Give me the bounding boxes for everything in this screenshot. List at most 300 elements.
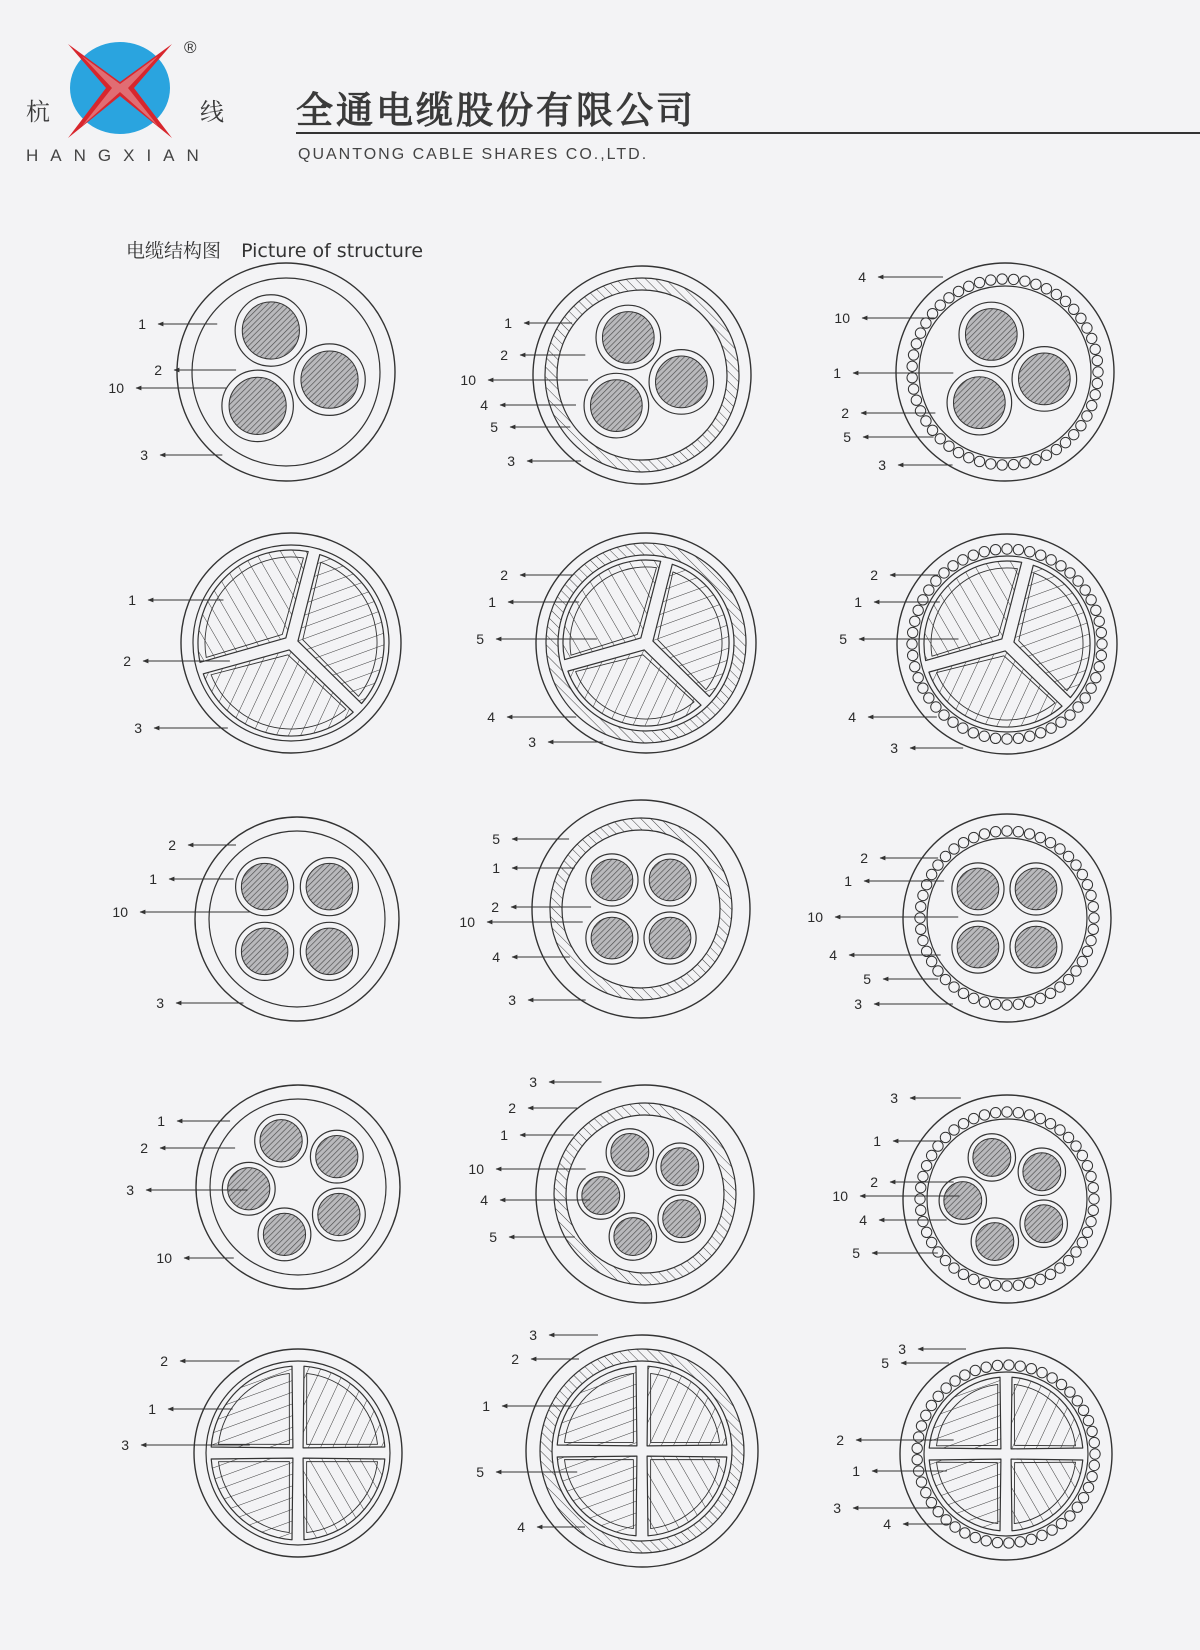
armor-wire (1056, 1518, 1066, 1528)
armor-wire (1082, 1161, 1092, 1171)
armor-wire (979, 1110, 989, 1120)
conductor (656, 356, 708, 408)
armor-wire (1025, 547, 1035, 557)
armor-wire (1002, 1281, 1012, 1291)
callout-label: 3 (126, 1182, 134, 1198)
callout-label: 3 (528, 734, 536, 750)
armor-wire (1024, 829, 1034, 839)
armor-wire (950, 1522, 960, 1532)
inner-sheath (206, 1361, 390, 1545)
conductor (976, 1223, 1014, 1261)
armor-wire (949, 982, 959, 992)
sector-conductor (647, 1366, 727, 1446)
callout-label: 5 (490, 419, 498, 435)
company-name-cn: 全通电缆股份有限公司 (296, 89, 696, 132)
armor-wire (1015, 1537, 1025, 1547)
armor-wire (979, 547, 989, 557)
armor-wire (1035, 1274, 1045, 1284)
armor-wire (1077, 1237, 1087, 1247)
armor-wire (927, 308, 937, 318)
armor-wire (1004, 1360, 1014, 1370)
armor-wire (1073, 702, 1083, 712)
callout-label: 1 (128, 592, 136, 608)
armor-wire (990, 1280, 1000, 1290)
armor-wire (1089, 1194, 1099, 1204)
armor-wire (1020, 276, 1030, 286)
conductor (1025, 1205, 1063, 1243)
armor-wire (968, 728, 978, 738)
armor-wire (1086, 935, 1096, 945)
sector-conductor (198, 550, 308, 662)
armor-wire (1083, 1482, 1093, 1492)
armor-wire (935, 300, 945, 310)
callout-label: 1 (488, 594, 496, 610)
armor-wire (931, 576, 941, 586)
callout-label: 1 (844, 873, 852, 889)
armor-wire (921, 1410, 931, 1420)
armor-wire (1013, 999, 1023, 1009)
armor-wire (992, 1537, 1002, 1547)
armor-wire (1063, 1255, 1073, 1265)
armor-wire (1046, 555, 1056, 565)
armor-wire (1008, 459, 1018, 469)
armor-wire (1051, 289, 1061, 299)
armor-wire (1013, 544, 1023, 554)
armor-wire (1037, 1530, 1047, 1540)
armor-wire (918, 890, 928, 900)
armor-wire (1080, 585, 1090, 595)
armor-wire (1055, 982, 1065, 992)
company-name-en: QUANTONG CABLE SHARES CO.,LTD. (298, 146, 649, 163)
callout-label: 2 (870, 567, 878, 583)
callout-label: 5 (476, 1464, 484, 1480)
armor-wire (1035, 728, 1045, 738)
armor-wire (939, 568, 949, 578)
sector-conductor (211, 1366, 293, 1448)
cable-diagram-r3c1 (112, 817, 399, 1021)
armor-wire (1055, 1263, 1065, 1273)
armor-wire (969, 993, 979, 1003)
armor-wire (1071, 1141, 1081, 1151)
armor-wire (931, 702, 941, 712)
armor-wire (1063, 1132, 1073, 1142)
outer-sheath (903, 814, 1111, 1022)
armor-wire (1056, 561, 1066, 571)
armor-wire (1063, 974, 1073, 984)
armor-wire (926, 1400, 936, 1410)
armor-wire (916, 924, 926, 934)
armor-wire (916, 1421, 926, 1431)
callout-label: 4 (487, 709, 495, 725)
callout-label: 3 (529, 1074, 537, 1090)
armor-wire (1086, 595, 1096, 605)
armor-wire (1045, 837, 1055, 847)
conductor (944, 1182, 982, 1220)
armor-wire (1015, 1361, 1025, 1371)
callout-label: 3 (507, 453, 515, 469)
armor-wire (1035, 1113, 1045, 1123)
callout-label: 10 (468, 1161, 484, 1177)
armor-wire (1045, 988, 1055, 998)
callout-label: 4 (883, 1516, 891, 1532)
armor-wire (939, 710, 949, 720)
callout-label: 3 (529, 1327, 537, 1343)
callout-label: 1 (482, 1398, 490, 1414)
armor-wire (1082, 946, 1092, 956)
armor-wire (918, 595, 928, 605)
armor-wire (921, 1161, 931, 1171)
armor-wire (1065, 1511, 1075, 1521)
sector-conductor (929, 1459, 1001, 1531)
armor-wire (921, 416, 931, 426)
armor-wire (912, 1455, 922, 1465)
armor-wire (960, 1528, 970, 1538)
armor-wire (944, 293, 954, 303)
armor-wire (915, 913, 925, 923)
armor-wire (1008, 274, 1018, 284)
armor-wire (1035, 832, 1045, 842)
armor-wire (926, 869, 936, 879)
callout-label: 5 (839, 631, 847, 647)
armor-wire (990, 733, 1000, 743)
conductor (301, 351, 358, 408)
callout-label: 5 (852, 1245, 860, 1261)
armor-wire (933, 1141, 943, 1151)
conductor (611, 1133, 649, 1171)
armor-wire (1073, 576, 1083, 586)
armor-wire (1086, 890, 1096, 900)
conductor (229, 377, 286, 434)
conductor (957, 926, 999, 968)
armor-wire (935, 434, 945, 444)
callout-label: 3 (121, 1437, 129, 1453)
conductor (242, 302, 299, 359)
callout-label: 10 (807, 909, 823, 925)
armor-wire (1082, 323, 1092, 333)
armor-wire (940, 851, 950, 861)
armor-wire (1047, 1373, 1057, 1383)
armor-wire (1045, 1118, 1055, 1128)
armor-wire (916, 1205, 926, 1215)
cable-diagram-r3c3 (807, 814, 1111, 1022)
conductor (649, 917, 691, 959)
armor-wire (1089, 913, 1099, 923)
section-title-cn: 电缆结构图 (126, 240, 222, 262)
armor-wire (948, 717, 958, 727)
conductor (663, 1200, 701, 1238)
armor-wire (1024, 1278, 1034, 1288)
callout-label: 1 (852, 1463, 860, 1479)
armor-wire (1087, 1471, 1097, 1481)
armor-wire (1020, 458, 1030, 468)
armor-wire (1087, 333, 1097, 343)
armor-wire (986, 459, 996, 469)
cable-diagram-r4c1 (126, 1085, 400, 1289)
armor-wire (990, 999, 1000, 1009)
armor-wire (1065, 710, 1075, 720)
armor-wire (979, 1278, 989, 1288)
armor-wire (916, 901, 926, 911)
armor-wire (907, 639, 917, 649)
armor-wire (1026, 1363, 1036, 1373)
armor-wire (1026, 1534, 1036, 1544)
conductor (263, 1213, 305, 1255)
armor-wire (1069, 429, 1079, 439)
armor-wire (969, 832, 979, 842)
conductor (582, 1177, 620, 1215)
armor-wire (944, 441, 954, 451)
cable-diagram-r2c1 (123, 533, 401, 753)
armor-wire (1037, 1367, 1047, 1377)
sector-conductor (557, 1456, 637, 1536)
outer-sheath (195, 817, 399, 1021)
outer-sheath (900, 1348, 1112, 1560)
armor-wire (926, 1497, 936, 1507)
armor-wire (1096, 650, 1106, 660)
callout-label: 10 (156, 1250, 172, 1266)
armor-wire (1041, 284, 1051, 294)
callout-label: 4 (480, 1192, 488, 1208)
armor-wire (1086, 683, 1096, 693)
armor-wire (1035, 993, 1045, 1003)
armor-wire (1078, 1405, 1088, 1415)
conductor (661, 1148, 699, 1186)
conductor (965, 309, 1017, 361)
armor-wire (1060, 437, 1070, 447)
armor-wire (1041, 450, 1051, 460)
armor-wire (915, 406, 925, 416)
callout-label: 3 (890, 740, 898, 756)
armor-wire (941, 1383, 951, 1393)
conductor (1015, 926, 1057, 968)
callout-label: 1 (149, 871, 157, 887)
cable-diagram-r2c3 (839, 534, 1117, 756)
cable-diagram-r5c3 (833, 1341, 1112, 1560)
armor-wire (1089, 1460, 1099, 1470)
armor-wire (926, 956, 936, 966)
armor-wire (940, 1132, 950, 1142)
armor-wire (1051, 444, 1061, 454)
armor-wire (918, 935, 928, 945)
armor-wire (992, 1360, 1002, 1370)
cable-diagram-r1c1 (108, 263, 395, 481)
armor-wire (921, 1487, 931, 1497)
armor-wire (1094, 662, 1104, 672)
armor-wire (1055, 1125, 1065, 1135)
armor-wire (1087, 400, 1097, 410)
sector-conductor (303, 1366, 385, 1448)
armor-wire (907, 373, 917, 383)
armor-wire (918, 1171, 928, 1181)
armor-wire (1013, 733, 1023, 743)
callout-label: 10 (108, 380, 124, 396)
cable-diagram-r5c1 (121, 1349, 402, 1557)
armor-wire (958, 723, 968, 733)
conductor (591, 917, 633, 959)
conductor (306, 928, 352, 974)
armor-wire (950, 1376, 960, 1386)
armor-wire (1076, 421, 1086, 431)
armor-wire (924, 585, 934, 595)
callout-label: 2 (500, 347, 508, 363)
conductor (591, 380, 643, 432)
armor-wire (1077, 956, 1087, 966)
armor-wire (915, 328, 925, 338)
cable-diagram-r1c2 (460, 266, 751, 484)
inner-sheath (924, 1372, 1088, 1536)
callout-label: 2 (836, 1432, 844, 1448)
armor-wire (968, 550, 978, 560)
callout-label: 3 (140, 447, 148, 463)
callout-label: 1 (500, 1127, 508, 1143)
cable-diagram-r5c2 (476, 1327, 758, 1567)
armor-wire (907, 361, 917, 371)
armor-wire (1024, 1110, 1034, 1120)
armor-wire (1024, 997, 1034, 1007)
armor-wire (1046, 723, 1056, 733)
armor-wire (1090, 344, 1100, 354)
armor-wire (1094, 616, 1104, 626)
armor-wire (949, 1125, 959, 1135)
sector-conductor (929, 1377, 1001, 1449)
armor-wire (1035, 550, 1045, 560)
armor-wire (974, 456, 984, 466)
callout-label: 10 (834, 310, 850, 326)
armor-wire (933, 966, 943, 976)
armor-wire (981, 1362, 991, 1372)
armor-wire (916, 1182, 926, 1192)
armor-wire (1088, 1182, 1098, 1192)
callout-label: 5 (489, 1229, 497, 1245)
conductor (316, 1136, 358, 1178)
cable-diagram-r2c2 (476, 533, 756, 753)
armor-wire (921, 1227, 931, 1237)
conductor (260, 1120, 302, 1162)
callout-label: 4 (858, 269, 866, 285)
conductor (241, 863, 287, 909)
armor-wire (1091, 672, 1101, 682)
armor-wire (1093, 367, 1103, 377)
armor-wire (926, 1237, 936, 1247)
callout-label: 5 (863, 971, 871, 987)
armor-wire (958, 555, 968, 565)
armor-wire (933, 860, 943, 870)
armor-wire (1072, 1502, 1082, 1512)
armor-wire (1002, 734, 1012, 744)
armor-wire (933, 1247, 943, 1257)
inner-sheath (562, 830, 720, 988)
armor-wire (1045, 1269, 1055, 1279)
armor-wire (910, 662, 920, 672)
armor-wire (908, 384, 918, 394)
armor-wire (979, 997, 989, 1007)
armor-wire (933, 1391, 943, 1401)
armor-wire (1002, 1000, 1012, 1010)
armor-wire (974, 277, 984, 287)
callout-label: 5 (476, 631, 484, 647)
armor-wire (1071, 1247, 1081, 1257)
armor-wire (1089, 1437, 1099, 1447)
armor-wire (1077, 869, 1087, 879)
armor-wire (997, 274, 1007, 284)
armor-wire (940, 974, 950, 984)
callout-label: 3 (508, 992, 516, 1008)
armor-wire (1072, 1396, 1082, 1406)
armor-wire (970, 1365, 980, 1375)
armor-wire (926, 1150, 936, 1160)
armor-wire (1086, 1216, 1096, 1226)
armor-wire (913, 672, 923, 682)
armor-wire (1056, 717, 1066, 727)
armor-wire (953, 286, 963, 296)
armor-wire (1013, 1280, 1023, 1290)
armor-wire (1013, 827, 1023, 837)
armor-wire (1097, 639, 1107, 649)
armor-wire (1092, 378, 1102, 388)
armor-wire (1002, 544, 1012, 554)
armor-wire (1065, 1387, 1075, 1397)
armor-wire (1080, 693, 1090, 703)
armor-wire (953, 447, 963, 457)
armor-wire (910, 616, 920, 626)
armor-wire (986, 275, 996, 285)
sector-conductor (211, 1458, 293, 1540)
armor-wire (960, 1370, 970, 1380)
armor-wire (990, 1108, 1000, 1118)
conductor (1019, 353, 1071, 405)
callout-label: 5 (881, 1355, 889, 1371)
callout-label: 1 (492, 860, 500, 876)
cable-diagram-r4c2 (468, 1074, 754, 1303)
outer-sheath (194, 1349, 402, 1557)
callout-label: 1 (873, 1133, 881, 1149)
callout-label: 1 (148, 1401, 156, 1417)
armor-wire (1092, 355, 1102, 365)
armor-wire (990, 827, 1000, 837)
armor-wire (1069, 304, 1079, 314)
armor-wire (1065, 568, 1075, 578)
callout-label: 2 (500, 567, 508, 583)
callout-label: 4 (829, 947, 837, 963)
conductor (614, 1218, 652, 1256)
armor-wire (921, 318, 931, 328)
armor-wire (1082, 1227, 1092, 1237)
armor-wire (927, 425, 937, 435)
armor-wire (916, 1477, 926, 1487)
conductor (973, 1138, 1011, 1176)
outer-sheath (896, 263, 1114, 481)
armor-wire (1055, 844, 1065, 854)
callout-label: 4 (859, 1212, 867, 1228)
callout-label: 3 (833, 1500, 841, 1516)
callout-label: 4 (848, 709, 856, 725)
conductor (241, 928, 287, 974)
logo-char-right: 线 (200, 98, 224, 126)
callout-label: 5 (843, 429, 851, 445)
logo-char-left: 杭 (26, 98, 50, 126)
callout-label: 2 (491, 899, 499, 915)
cable-diagram-r3c2 (459, 800, 750, 1018)
armor-wire (1063, 851, 1073, 861)
callout-label: 2 (168, 837, 176, 853)
armor-wire (1004, 1538, 1014, 1548)
armor-wire (958, 988, 968, 998)
armor-wire (979, 731, 989, 741)
sector-conductor (303, 1458, 385, 1540)
armor-wire (1086, 1171, 1096, 1181)
armor-wire (1056, 1379, 1066, 1389)
armor-wire (1090, 389, 1100, 399)
